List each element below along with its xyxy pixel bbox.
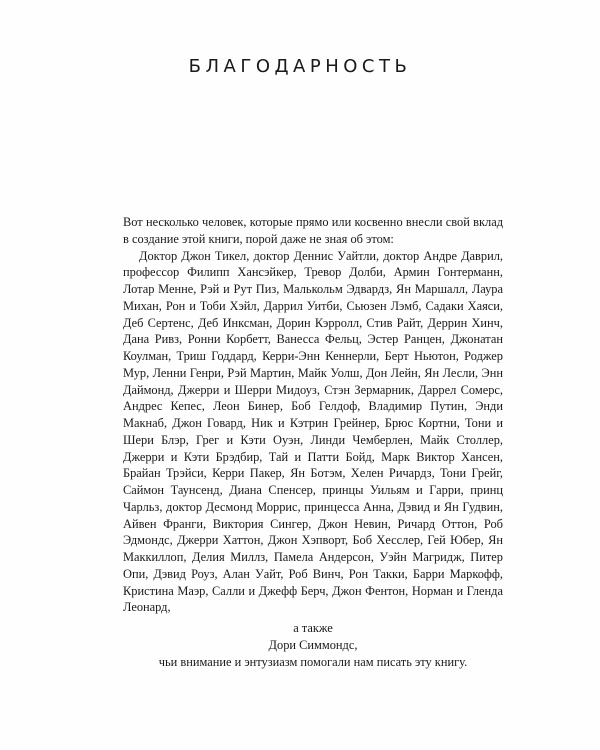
closing-line-3: чьи внимание и энтузиазм помогали нам писать эту книгу. bbox=[158, 654, 468, 669]
closing-dedication bbox=[123, 620, 503, 670]
closing-line-1: а также bbox=[293, 621, 333, 635]
acknowledgement-text bbox=[123, 214, 503, 616]
names-paragraph: Доктор Джон Тикел, доктор Деннис Уайтли, доктор Андре Даврил, профессор Филипп Хансэйкер, Тревор Долби, Армин Гонтерманн, Лотар Менне, Рэй и Рут Пиз, Малькольм Эдвардз, Ян Маршалл, Лаура Михан, Рон и Тоби Хэйл, Даррил Уитби, Сьюзен Лэмб, Садаки Хаяси, Деб Сертенс, Деб Инксман, Дорин Кэрролл, Стив Райт, Деррин Хинч, Дана Ривз, Ронни Корбетт, Ванесса Фельц, Эстер Ранцен, Джонатан Коулман, Триш Годдард, Керри-Энн Кеннерли, Берт Ньютон, Роджер Мур, Ленни Генри, Рэй Мартин, Майк Уолш, Дон Лейн, Ян Лесли, Энн Даймонд, Джерри и Шерри Мидоуз, Стэн Зермарник, Даррел Сомерс, Андрес Кепес, Леон Бинер, Боб Гелдоф, Владимир Путин, Энди Макнаб, Джон Говард, Ник и Кэтрин Грейнер, Брюс Кортни, Тони и Шери Блэр, Грег и Кэти Оуэн, Линди Чемберлен, Майк Столлер, Джерри и Кэти Брэдбир, Тай и Патти Бойд, Марк Виктор Хансен, Брайан Трэйси, Керри Пакер, Ян Ботэм, Хелен Ричардз, Тони Грейг, Саймон Таунсенд, Диана Спенсер, принцы Уильям и Гарри, принц Чарльз, доктор Десмонд Моррис, принцесса Анна, Дэвид и Ян Гудвин, Айвен Франги, Виктория Сингер, Джон Невин, Ричард Оттон, Роб Эдмондс, Джерри Хаттон, Джон Хэпворт, Боб Хесслер, Гей Юбер, Ян Маккиллоп, Делия Миллз, Памела Андерсон, Уэйн Магридж, Питер Опи, Дэвид Роуз, Алан Уайт, Роб Винч, Рон Такки, Барри Маркофф, Кристина Маэр, Салли и Джефф Берч, Джон Фентон, Норман и Гленда Леонард, bbox=[123, 248, 503, 615]
intro-paragraph: Вот несколько человек, которые прямо или косвенно внесли свой вклад в создание этой книги, порой даже не зная об этом: bbox=[123, 215, 503, 246]
closing-line-2: Дори Симмондс, bbox=[268, 637, 358, 652]
page-title: БЛАГОДАРНОСТЬ bbox=[188, 56, 412, 77]
